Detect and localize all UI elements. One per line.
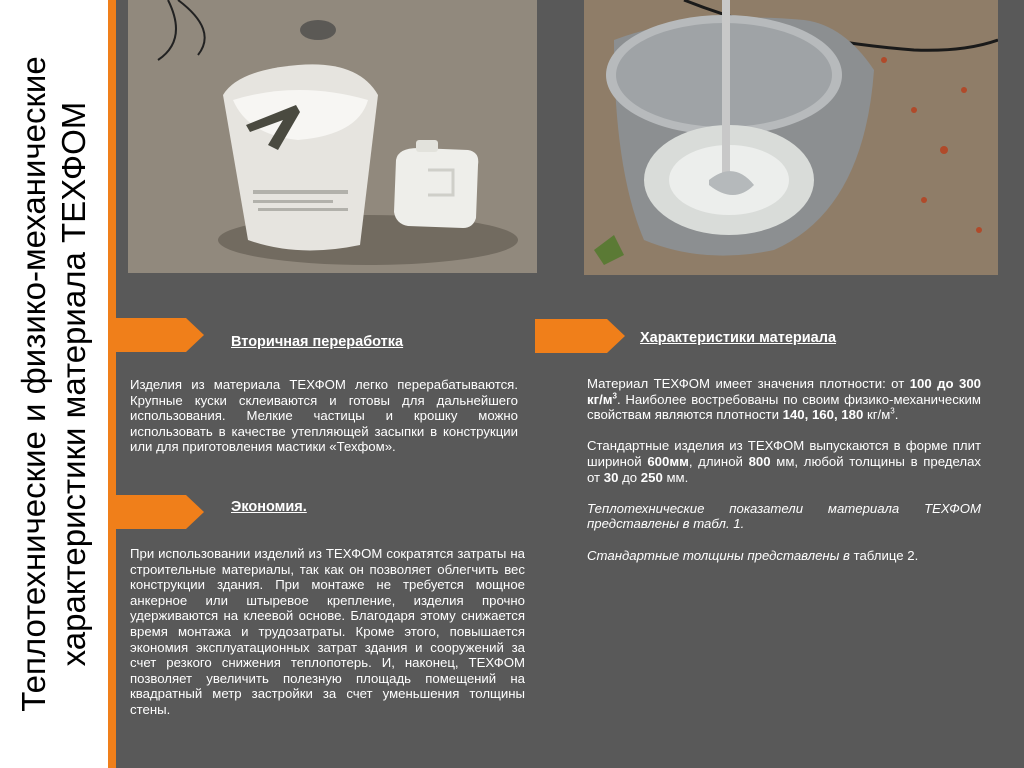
dimensions-paragraph xyxy=(587,438,981,485)
recycling-paragraph: Изделия из материала ТЕХФОМ легко перерабатываются. Крупные куски склеиваются и готовы для дальнейшего использования. Мелкие частицы и крошку можно использовать в качестве утепляющей засыпки в конструкции или для приготовления мастики «Техфом». xyxy=(130,377,518,455)
economy-paragraph: При использовании изделий из ТЕХФОМ сократятся затраты на строительные материалы, так как он позволяет облегчить вес конструкции здания. При монтаже не требуется мощное анкерное или штыревое крепление, изделия прочно удерживаются на клеевой основе. Благодаря этому снижается время монтажа и трудозатраты. Кроме этого, повышается экономия эксплуатационных затрат здания и сооружений за счет резкого снижения теплопотерь. И, наконец, ТЕХФОМ позволяет увеличить полезную площадь помещений на квадратный метр застройки за счет уменьшения толщины стены. xyxy=(130,546,525,717)
dimensions-text-3: мм, любой толщины в пределах от xyxy=(587,453,981,485)
density-unit-exponent: 3 xyxy=(612,391,617,401)
plate-width: 600мм xyxy=(647,453,689,469)
section-arrow-characteristics xyxy=(535,319,625,353)
plate-length: 800 xyxy=(748,453,771,469)
recycling-text-block xyxy=(130,377,518,455)
table2-reference-plain: таблице 2. xyxy=(849,547,919,563)
section-arrow-recycling xyxy=(114,318,204,352)
table1-reference xyxy=(587,501,981,532)
heading-recycling: Вторичная переработка xyxy=(231,334,404,350)
popular-densities: 140, 160, 180 xyxy=(782,407,864,423)
dimensions-text-1: Стандартные изделия из ТЕХФОМ выпускаются в форме плит шириной xyxy=(587,438,981,469)
density-text-1: Материал ТЕХФОМ имеет значения плотности: от xyxy=(587,376,910,391)
characteristics-text-block xyxy=(587,376,981,563)
thickness-max: 250 xyxy=(640,469,663,485)
section-arrow-economy xyxy=(114,495,204,529)
accent-bar xyxy=(108,0,116,768)
page-title-line-2: характеристики материала ТЕХФОМ xyxy=(55,101,92,667)
economy-text-block xyxy=(130,546,525,718)
table2-reference xyxy=(587,548,981,564)
table2-reference-italic: Стандартные толщины представлены в xyxy=(587,547,850,563)
page-title-line-1: Теплотехнические и физико-механические xyxy=(15,56,52,712)
photo-bag-and-canister xyxy=(128,0,537,273)
dimensions-text-2: , длиной xyxy=(688,453,749,469)
page-title xyxy=(14,14,94,754)
heading-characteristics: Характеристики материала xyxy=(640,330,837,346)
density-unit: кг/м xyxy=(863,407,891,423)
density-text-2: . Наиболее востребованы по своим физико-механическим свойствам являются плотности xyxy=(587,391,981,423)
dimensions-text-4: до xyxy=(618,469,641,485)
photo-bucket-with-mixer xyxy=(584,0,998,275)
thickness-min: 30 xyxy=(603,469,619,485)
dimensions-text-5: мм. xyxy=(662,469,689,485)
density-range: 100 до 300 кг/м xyxy=(587,376,981,407)
table1-reference-text: Теплотехнические показатели материала ТЕХФОМ представлены в табл. 1. xyxy=(587,500,981,532)
heading-economy: Экономия. xyxy=(231,499,307,515)
density-text-end: . xyxy=(894,407,899,423)
sidebar xyxy=(0,0,108,768)
density-unit-exponent-2: 3 xyxy=(890,406,895,416)
density-paragraph xyxy=(587,376,981,423)
